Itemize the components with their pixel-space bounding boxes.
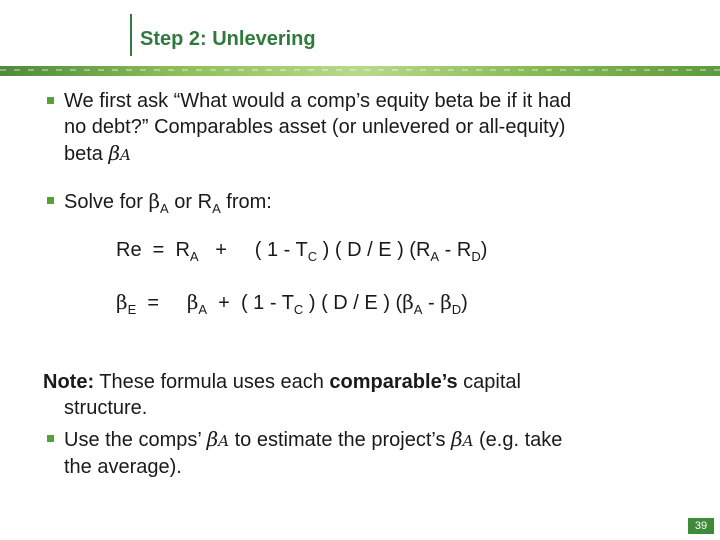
equation-return xyxy=(116,237,487,265)
subscript: D xyxy=(451,302,462,317)
subscript: A xyxy=(198,302,208,317)
bullet-3-text-a: Use the comps’ xyxy=(64,429,207,451)
bullet-3-text-c: (e.g. take xyxy=(473,429,563,451)
eq2-mid2: ) ( D / E ) ( xyxy=(303,292,403,314)
bullet-1-text xyxy=(64,88,571,168)
bullet-3-line-1 xyxy=(64,426,562,454)
note-line-2: structure. xyxy=(64,397,148,419)
eq1-plus: + ( 1 - T xyxy=(198,239,308,261)
bullet-1-line-3 xyxy=(64,140,571,168)
beta-symbol: β xyxy=(451,427,463,451)
subscript: E xyxy=(127,302,137,317)
eq2-equals: = xyxy=(136,292,187,314)
page-number: 39 xyxy=(688,518,714,534)
note-text xyxy=(43,369,521,421)
beta-symbol: β xyxy=(116,290,128,314)
bullet-2-text xyxy=(64,188,272,217)
bullet-3-text xyxy=(64,426,562,480)
beta-symbol: β xyxy=(206,427,219,451)
bullet-marker xyxy=(47,197,54,204)
bullet-2-text-b: or R xyxy=(168,191,213,213)
subscript: D xyxy=(471,249,481,264)
beta-subscript: A xyxy=(120,146,131,164)
beta-symbol: β xyxy=(440,290,452,314)
eq1-mid: ) ( D / E ) (R xyxy=(317,239,431,261)
equation-beta xyxy=(116,289,468,318)
subscript: C xyxy=(293,302,304,317)
title-divider xyxy=(130,14,132,56)
eq2-close: ) xyxy=(461,292,468,314)
bullet-marker xyxy=(47,97,54,104)
eq1-lhs: Re = R xyxy=(116,239,190,261)
note-text-a: These formula uses each xyxy=(94,371,330,393)
bullet-3-line-2: the average). xyxy=(64,456,182,478)
bullet-3-text-b: to estimate the project’s xyxy=(229,429,452,451)
beta-subscript: A xyxy=(462,432,474,450)
eq1-minus: - R xyxy=(439,239,472,261)
subscript: C xyxy=(307,249,318,264)
beta-symbol: β xyxy=(186,290,199,314)
subscript: A xyxy=(430,249,440,264)
note-bold-word: comparable’s xyxy=(329,371,458,393)
bullet-1-line-1: We first ask “What would a comp’s equity beta be if it had xyxy=(64,90,572,112)
note-line-1 xyxy=(43,369,521,395)
note-label: Note: xyxy=(43,371,95,393)
eq1-close: ) xyxy=(480,239,488,261)
slide-title: Step 2: Unlevering xyxy=(140,28,316,50)
note-text-b: capital xyxy=(457,371,521,393)
eq2-minus: - xyxy=(422,292,441,314)
bullet-2-text-c: from: xyxy=(220,191,272,213)
subscript: A xyxy=(212,201,221,216)
header-band xyxy=(0,66,720,76)
beta-subscript: A xyxy=(218,432,230,450)
beta-symbol: β xyxy=(148,189,161,213)
bullet-marker xyxy=(47,435,54,442)
beta-symbol: β xyxy=(402,290,414,314)
subscript: A xyxy=(413,302,423,317)
bullet-2-text-a: Solve for xyxy=(64,191,149,213)
eq2-mid: + ( 1 - T xyxy=(207,292,294,314)
subscript: A xyxy=(189,249,199,264)
bullet-1-line-3-text: beta xyxy=(64,143,109,165)
bullet-1-line-2: no debt?” Comparables asset (or unlevered or all-equity) xyxy=(64,116,566,138)
subscript: A xyxy=(160,201,169,216)
beta-symbol: β xyxy=(108,141,121,165)
